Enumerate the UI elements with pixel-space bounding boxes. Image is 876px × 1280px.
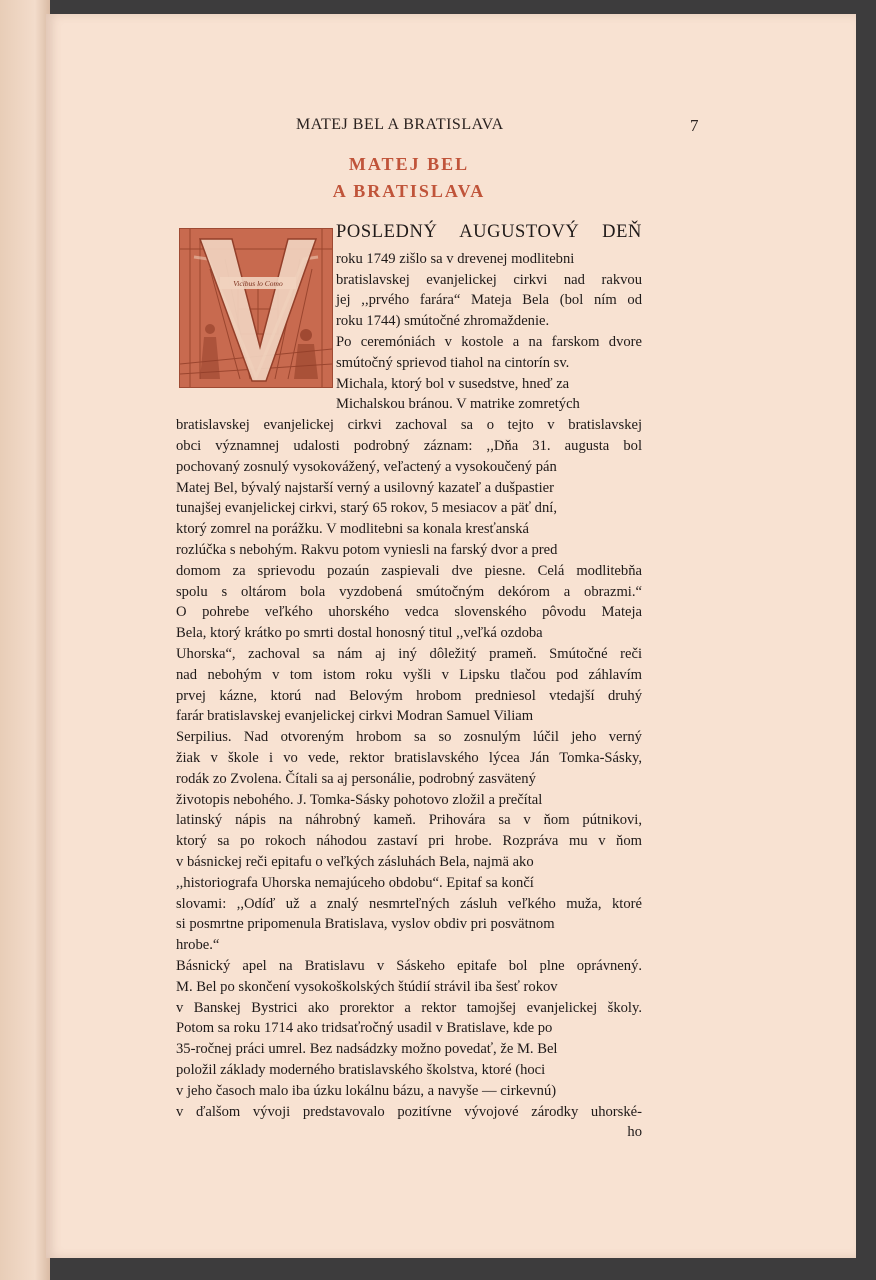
body-line: položil základy moderného bratislavského školstva, ktoré (hoci (176, 1062, 546, 1078)
body-line: slovami: ,,Odíď už a znalý nesmrteľných zásluh veľkého muža, ktoré (176, 895, 642, 912)
body-line: 35-ročnej práci umrel. Bez nadsádzky možno povedať, že M. Bel (176, 1041, 558, 1058)
body-line: Matej Bel, bývalý najstarší verný a usilovný kazateľ a dušpastier (176, 479, 554, 496)
body-line: spolu s oltárom bola vyzdobená smútočným dekórom a obrazmi.“ (176, 583, 642, 600)
body-line: Serpilius. Nad otvoreným hrobom sa so zosnulým lúčil jeho verný (176, 729, 642, 746)
body-line: M. Bel po skončení vysokoškolských štúdií strávil iba šesť rokov (176, 978, 558, 995)
body-line: Uhorska“, zachoval sa nám aj iný dôležitý prameň. Smútočné reči (176, 646, 643, 662)
body-line: bratislavskej evanjelickej cirkvi zachoval sa o tejto v bratislavskej (176, 417, 643, 434)
body-line: Básnický apel na Bratislavu v Sáskeho epitafe bol plne oprávnený. (176, 958, 643, 974)
body-line: pochovaný zosnulý vysokovážený, veľactený a vysokoučený pán (176, 458, 557, 475)
body-line: ktorý zomrel na porážku. V modlitebni sa konala kresťanská (176, 521, 530, 538)
body-line: Michala, ktorý bol v susedstve, hneď za (336, 375, 570, 392)
running-head: MATEJ BEL A BRATISLAVA (296, 116, 504, 133)
body-line: roku 1744) smútočné zhromaždenie. (336, 313, 550, 330)
facing-page-edge (0, 0, 50, 1280)
body-line: ktorý sa po rokoch náhodou zastaví pri hrobe. Rozpráva mu v ňom (176, 833, 643, 850)
body-line: si posmrtne pripomenula Bratislava, vyslov obdiv pri posvätnom (176, 916, 555, 933)
body-line: hrobe.“ (176, 937, 220, 954)
body-line: O pohrebe veľkého uhorského vedca slovenského pôvodu Mateja (176, 604, 643, 621)
body-line: latinský nápis na náhrobný kameň. Prihovára sa v ňom pútnikovi, (176, 812, 643, 829)
body-line: Michalskou bránou. V matrike zomretých (336, 396, 580, 413)
body-line: jej ,,prvého farára“ Mateja Bela (bol ním od (336, 292, 642, 309)
body-line: v básnickej reči epitafu o veľkých zásluhách Bela, najmä ako (176, 854, 534, 870)
body-line: POSLEDNÝ AUGUSTOVÝ DEŇ (336, 222, 642, 242)
body-line: prvej kázne, ktorú nad Belovým hrobom predniesol vtedajší druhý (176, 687, 643, 704)
body-line: Po ceremóniách v kostole a na farskom dvore (336, 334, 643, 350)
body-line: v ďalšom vývoji predstavovalo pozitívne vývojové zárodky uhorské- (176, 1103, 642, 1120)
chapter-title-line-2: A BRATISLAVA (332, 181, 486, 201)
body-line: tunajšej evanjelickej cirkvi, starý 65 rokov, 5 mesiacov a päť dní, (176, 500, 557, 517)
body-line: bratislavskej evanjelickej cirkvi nad rakvou (336, 271, 643, 288)
body-line: v Banskej Bystrici ako prorektor a rektor tamojšej evanjelickej školy. (176, 999, 642, 1016)
decorated-initial (179, 228, 333, 388)
body-line: ,,historiografa Uhorska nemajúceho obdobu“. Epitaf sa končí (176, 874, 534, 891)
body-line: nad nebohým v tom istom roku vyšli v Lipsku tlačou pod záhlavím (176, 666, 642, 683)
body-line: v jeho časoch malo iba úzku lokálnu bázu, a navyše — cirkevnú) (176, 1082, 557, 1099)
body-line: Potom sa roku 1714 ako tridsaťročný usadil v Bratislave, kde po (176, 1020, 553, 1037)
body-line: farár bratislavskej evanjelickej cirkvi Modran Samuel Viliam (176, 708, 534, 725)
body-line: smútočný sprievod tiahol na cintorín sv. (336, 354, 570, 371)
body-line: roku 1749 zišlo sa v drevenej modlitebni (336, 250, 575, 267)
body-line: obci významnej udalosti podrobný záznam: ,,Dňa 31. augusta bol (176, 438, 643, 454)
page-number: 7 (690, 116, 699, 135)
decorated-initial-illustration (180, 229, 332, 387)
body-line: žiak v škole i vo vede, rektor bratislavského lýcea Ján Tomka-Sásky, (176, 750, 643, 766)
chapter-title-line-1: MATEJ BEL (348, 154, 470, 174)
chapter-title (290, 151, 528, 205)
body-line: domom za sprievodu pozaún zaspievali dve piesne. Celá modlitebňa (176, 562, 642, 579)
initial-banner-text: Vicibus lo Como (233, 279, 283, 288)
body-line: životopis nebohého. J. Tomka-Sásky pohotovo zložil a prečítal (176, 791, 543, 808)
body-line: Bela, ktorý krátko po smrti dostal honosný titul ,,veľká ozdoba (176, 625, 543, 642)
body-line: rodák zo Zvolena. Čítali sa aj personálie, podrobný zasvätený (176, 770, 536, 787)
body-line: rozlúčka s nebohým. Rakvu potom vyniesli na farský dvor a pred (176, 542, 558, 558)
body-line: ho (627, 1124, 642, 1141)
